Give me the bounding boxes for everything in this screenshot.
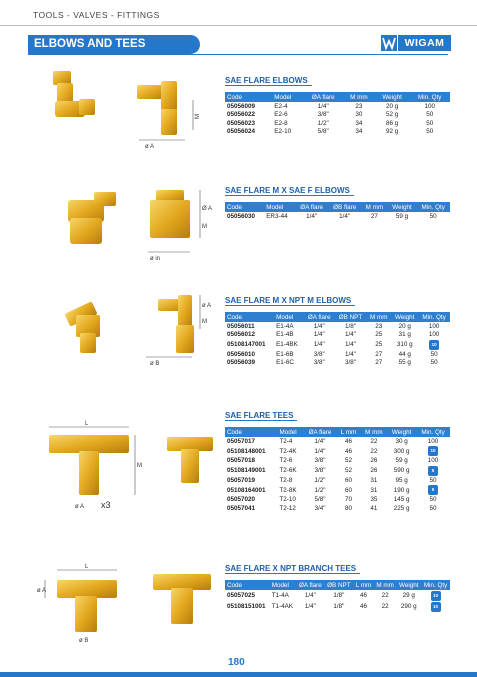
- cell-a: 1/4": [314, 437, 326, 445]
- col-model: Model: [279, 428, 297, 436]
- cell-qty: 50: [429, 212, 437, 220]
- dim-a-label: Ø A: [202, 206, 213, 212]
- cell-m: 22: [370, 447, 378, 455]
- cell-a: 1/4": [306, 212, 318, 220]
- cell-qty: 50: [429, 504, 437, 512]
- cell-weight: 29 g: [402, 592, 415, 599]
- table-row: [225, 212, 450, 221]
- cell-code: 05057017: [227, 437, 256, 445]
- cell-qty: [416, 446, 450, 457]
- cell-a: 3/8": [313, 350, 325, 358]
- col-weight: Weight: [392, 203, 412, 211]
- col-weight: Weight: [399, 581, 419, 589]
- cell-weight: 145 g: [393, 496, 410, 504]
- cell-model: E2-8: [274, 119, 288, 127]
- cell-code: 05056011: [227, 322, 255, 330]
- col-min-qty: Min. Qty: [417, 93, 442, 101]
- cell-model: E2-4: [274, 102, 288, 110]
- cell-a: 1/4": [304, 603, 316, 610]
- table-row: [225, 437, 450, 446]
- cell-m: 27: [370, 212, 378, 220]
- cell-m: 31: [370, 486, 378, 494]
- sae-flare-elbows-section: [225, 70, 455, 136]
- package-qty-badge: 10: [431, 591, 441, 601]
- col-min-qty: Min. Qty: [421, 203, 445, 211]
- cell-a: 1/4": [317, 102, 329, 110]
- banner-underline: [28, 54, 448, 55]
- cell-b: 1/8": [333, 603, 345, 610]
- sae-flare-mf-elbows-section: [225, 180, 455, 221]
- cell-m: 34: [355, 128, 363, 136]
- cell-code: 05056024: [227, 128, 256, 136]
- dim-a-label: ø A: [202, 303, 212, 309]
- cell-l: 46: [360, 592, 368, 599]
- cell-m: 41: [370, 504, 378, 512]
- cell-model: T2-4: [279, 437, 293, 445]
- cell-weight: 86 g: [385, 119, 399, 127]
- package-qty-badge: 5: [428, 466, 438, 476]
- cell-a: 5/8": [314, 496, 326, 504]
- dim-m-label: M: [202, 224, 207, 230]
- col-min-qty: Min. Qty: [422, 313, 446, 321]
- cell-code: 05057020: [227, 496, 256, 504]
- cell-m: 25: [375, 341, 383, 348]
- cell-model: E2-6: [274, 111, 288, 119]
- cell-model: T2-6: [279, 457, 293, 465]
- cell-code: 05056012: [227, 331, 256, 339]
- cell-code: 05108149001: [227, 467, 266, 474]
- cell-m: 34: [355, 119, 363, 127]
- col-code: Code: [227, 93, 243, 101]
- cell-weight: 310 g: [396, 341, 413, 348]
- col-a-flare: ØA flare: [299, 581, 322, 589]
- cell-a: 1/4": [313, 331, 325, 339]
- cell-code: 05057025: [227, 592, 256, 599]
- section-title: SAE FLARE TEES: [225, 410, 297, 421]
- table-header-row: [225, 92, 450, 102]
- cell-m: 35: [370, 496, 378, 504]
- section-title: SAE FLARE M X SAE F ELBOWS: [225, 185, 354, 196]
- cell-m: 25: [375, 331, 383, 339]
- col-a-flare: ØA flare: [300, 203, 324, 211]
- cell-qty: 50: [430, 359, 438, 367]
- cell-a: 1/2": [314, 476, 326, 484]
- table-row: [225, 465, 450, 476]
- sae-flare-npt-branch-tees-section: [225, 558, 455, 612]
- table-row: [225, 322, 450, 331]
- col-weight: Weight: [394, 313, 415, 321]
- cell-m: 26: [370, 467, 378, 474]
- col-min-qty: Min. Qty: [423, 581, 448, 589]
- sae-flare-tees-section: [225, 405, 455, 513]
- brand-logo: [381, 35, 451, 51]
- col-m: M mm: [376, 581, 394, 589]
- cell-weight: 92 g: [385, 128, 399, 136]
- cell-model: E1-4A: [276, 322, 294, 330]
- cell-weight: 590 g: [393, 467, 410, 474]
- cell-model: T2-4K: [279, 447, 297, 455]
- cell-a: 1/4": [304, 592, 316, 599]
- cell-qty: [421, 590, 450, 601]
- page-number: 180: [228, 657, 245, 668]
- cell-b: 1/8": [344, 322, 356, 330]
- cell-qty: 50: [426, 111, 434, 119]
- cell-code: 05056023: [227, 119, 256, 127]
- col-code: Code: [227, 581, 243, 589]
- col-m: M mm: [365, 428, 383, 436]
- cell-m: 27: [375, 350, 383, 358]
- table-row: [225, 504, 450, 513]
- table-row: [225, 496, 450, 505]
- col-l: L mm: [355, 581, 372, 589]
- cell-qty: [416, 485, 450, 496]
- cell-l: 60: [345, 486, 353, 494]
- cell-weight: 55 g: [398, 359, 411, 367]
- col-a-flare: ØA flare: [307, 313, 331, 321]
- cell-qty: [421, 601, 450, 612]
- dim-l-label: L: [85, 564, 89, 570]
- cell-code: 05056030: [227, 212, 256, 220]
- cell-code: 05108147001: [227, 341, 266, 348]
- cell-model: E1-6B: [276, 350, 294, 358]
- cell-weight: 59 g: [395, 212, 409, 220]
- section-title: SAE FLARE M X NPT M ELBOWS: [225, 295, 355, 306]
- cell-qty: 100: [424, 102, 435, 110]
- cell-m: 27: [375, 359, 383, 367]
- cell-a: 1/2": [314, 486, 326, 494]
- cell-a: 3/8": [314, 457, 326, 465]
- col-code: Code: [227, 313, 243, 321]
- cell-qty: [418, 339, 450, 350]
- cell-weight: 59 g: [395, 457, 408, 465]
- product-table: [225, 202, 450, 221]
- header-divider: [0, 25, 477, 26]
- dim-l-label: L: [85, 421, 89, 427]
- cell-code: 05108151001: [227, 603, 266, 610]
- cell-code: 05056009: [227, 102, 256, 110]
- cell-a: 1/4": [313, 341, 325, 348]
- dim-a-label: ø A: [75, 504, 85, 510]
- cell-code: 05108148001: [227, 447, 266, 455]
- col-model: Model: [266, 203, 284, 211]
- cell-m: 22: [381, 603, 389, 610]
- cell-m: 23: [375, 322, 383, 330]
- package-qty-badge: 10: [431, 602, 441, 612]
- cell-qty: 50: [430, 350, 438, 358]
- cell-l: 80: [345, 504, 353, 512]
- cell-model: T2-8K: [279, 486, 297, 494]
- table-row: [225, 339, 450, 350]
- col-model: Model: [276, 313, 294, 321]
- dim-b-label: ø B: [150, 361, 160, 367]
- col-m: M mm: [350, 93, 368, 101]
- cell-qty: 50: [426, 119, 434, 127]
- cell-weight: 300 g: [393, 447, 410, 455]
- cell-m: 22: [381, 592, 389, 599]
- cell-qty: 50: [429, 476, 437, 484]
- cell-l: 70: [345, 496, 353, 504]
- cell-a: 1/2": [317, 119, 329, 127]
- package-qty-badge: 5: [428, 485, 438, 495]
- banner-title: ELBOWS AND TEES: [34, 38, 146, 50]
- cell-weight: 225 g: [393, 504, 410, 512]
- col-code: Code: [227, 203, 243, 211]
- table-header-row: [225, 312, 450, 322]
- table-row: [225, 331, 450, 340]
- cell-model: T1-4A: [271, 592, 289, 599]
- cell-qty: 50: [426, 128, 434, 136]
- table-header-row: [225, 580, 450, 590]
- cell-b: 1/4": [344, 341, 356, 348]
- cell-weight: 190 g: [393, 486, 410, 494]
- dim-a-label: ø A: [145, 144, 155, 150]
- cell-l: 46: [360, 603, 368, 610]
- section-title: SAE FLARE X NPT BRANCH TEES: [225, 563, 360, 574]
- table-row: [225, 446, 450, 457]
- col-min-qty: Min. Qty: [421, 428, 445, 436]
- cell-model: E1-6C: [276, 359, 294, 367]
- col-weight: Weight: [391, 428, 412, 436]
- product-table: [225, 427, 450, 513]
- cell-a: 3/8": [314, 467, 326, 474]
- cell-l: 52: [345, 467, 353, 474]
- cell-model: ER3-44: [266, 212, 288, 220]
- qty-x3-label: x3: [101, 500, 111, 510]
- cell-weight: 31 g: [398, 331, 411, 339]
- elbow-mf-photo-drawing: [50, 170, 220, 265]
- cell-a: 3/8": [313, 359, 325, 367]
- cell-weight: 44 g: [398, 350, 411, 358]
- col-weight: Weight: [382, 93, 402, 101]
- dim-m-label: M: [202, 319, 207, 325]
- cell-m: 30: [355, 111, 363, 119]
- cell-code: 05108164001: [227, 486, 266, 494]
- dim-a-label: ø A: [37, 588, 47, 594]
- col-m: M mm: [365, 203, 384, 211]
- table-row: [225, 119, 450, 128]
- table-row: [225, 457, 450, 466]
- cell-model: T1-4AK: [271, 603, 294, 610]
- table-row: [225, 485, 450, 496]
- logo-text: WIGAM: [398, 35, 451, 51]
- cell-model: T2-8: [279, 476, 293, 484]
- cell-a: 1/4": [313, 322, 325, 330]
- cell-l: 46: [345, 437, 353, 445]
- footer-bar: [0, 672, 477, 677]
- cell-b: 1/8": [333, 592, 345, 599]
- table-row: [225, 601, 450, 612]
- cell-a: 3/8": [317, 111, 329, 119]
- cell-model: T2-12: [279, 504, 296, 512]
- col-model: Model: [274, 93, 292, 101]
- elbow-npt-photo-drawing: [50, 285, 220, 370]
- cell-m: 26: [370, 457, 378, 465]
- cell-l: 60: [345, 476, 353, 484]
- cell-b: 1/4": [339, 212, 351, 220]
- dim-m-label: M: [195, 114, 201, 119]
- cell-weight: 30 g: [395, 437, 408, 445]
- package-qty-badge: 10: [429, 340, 439, 350]
- dim-b-label: ø in: [150, 256, 161, 262]
- wigam-logo-icon: [381, 35, 397, 51]
- branch-tee-photo-drawing: [35, 560, 220, 645]
- table-header-row: [225, 427, 450, 437]
- table-row: [225, 476, 450, 485]
- cell-code: 05056039: [227, 359, 256, 367]
- cell-qty: 50: [429, 496, 437, 504]
- cell-qty: [416, 465, 450, 476]
- cell-l: 46: [345, 447, 353, 455]
- cell-code: 05057041: [227, 504, 256, 512]
- col-l: L mm: [340, 428, 357, 436]
- col-b-npt: ØB NPT: [338, 313, 363, 321]
- section-title: SAE FLARE ELBOWS: [225, 75, 312, 86]
- col-a-flare: ØA flare: [308, 428, 332, 436]
- cell-code: 05057019: [227, 476, 256, 484]
- table-row: [225, 111, 450, 120]
- table-row: [225, 590, 450, 601]
- cell-model: T2-10: [279, 496, 296, 504]
- cell-qty: 100: [428, 331, 440, 339]
- cell-b: 1/4": [344, 331, 356, 339]
- cell-model: E1-4B: [276, 331, 294, 339]
- cell-b: 3/8": [344, 359, 356, 367]
- table-header-row: [225, 202, 450, 212]
- tee-photo-drawing: [35, 415, 220, 515]
- col-code: Code: [227, 428, 243, 436]
- col-a-flare: ØA flare: [311, 93, 335, 101]
- section-banner: [28, 35, 200, 54]
- cell-l: 52: [345, 457, 353, 465]
- cell-code: 05056022: [227, 111, 256, 119]
- product-table: [225, 580, 450, 612]
- table-row: [225, 102, 450, 111]
- package-qty-badge: 10: [428, 446, 438, 456]
- cell-qty: 100: [427, 437, 439, 445]
- cell-qty: 100: [428, 322, 440, 330]
- sae-flare-npt-elbows-section: [225, 290, 455, 367]
- dim-b-label: ø B: [79, 638, 89, 644]
- cell-a: 5/8": [317, 128, 329, 136]
- col-b-flare: ØB flare: [333, 203, 357, 211]
- col-b-npt: ØB NPT: [327, 581, 351, 589]
- cell-weight: 290 g: [400, 603, 417, 610]
- cell-m: 22: [370, 437, 378, 445]
- cell-weight: 52 g: [385, 111, 399, 119]
- cell-weight: 20 g: [385, 102, 399, 110]
- dim-m-label: M: [137, 463, 142, 469]
- table-row: [225, 128, 450, 137]
- cell-weight: 95 g: [395, 476, 408, 484]
- cell-m: 23: [355, 102, 363, 110]
- cell-model: E2-10: [274, 128, 292, 136]
- col-m: M mm: [369, 313, 388, 321]
- table-row: [225, 359, 450, 368]
- elbow-photo-drawing: [35, 65, 215, 150]
- col-model: Model: [271, 581, 289, 589]
- product-table: [225, 312, 450, 367]
- cell-qty: 100: [427, 457, 439, 465]
- cell-model: E1-4BK: [276, 341, 298, 348]
- cell-weight: 20 g: [398, 322, 411, 330]
- cell-code: 05056010: [227, 350, 256, 358]
- catalog-category: TOOLS - VALVES - FITTINGS: [33, 10, 160, 20]
- cell-b: 1/4": [344, 350, 356, 358]
- cell-code: 05057018: [227, 457, 256, 465]
- product-table: [225, 92, 450, 136]
- cell-a: 3/4": [314, 504, 326, 512]
- cell-a: 1/4": [314, 447, 326, 455]
- table-row: [225, 350, 450, 359]
- cell-model: T2-6K: [279, 467, 297, 474]
- cell-m: 31: [370, 476, 378, 484]
